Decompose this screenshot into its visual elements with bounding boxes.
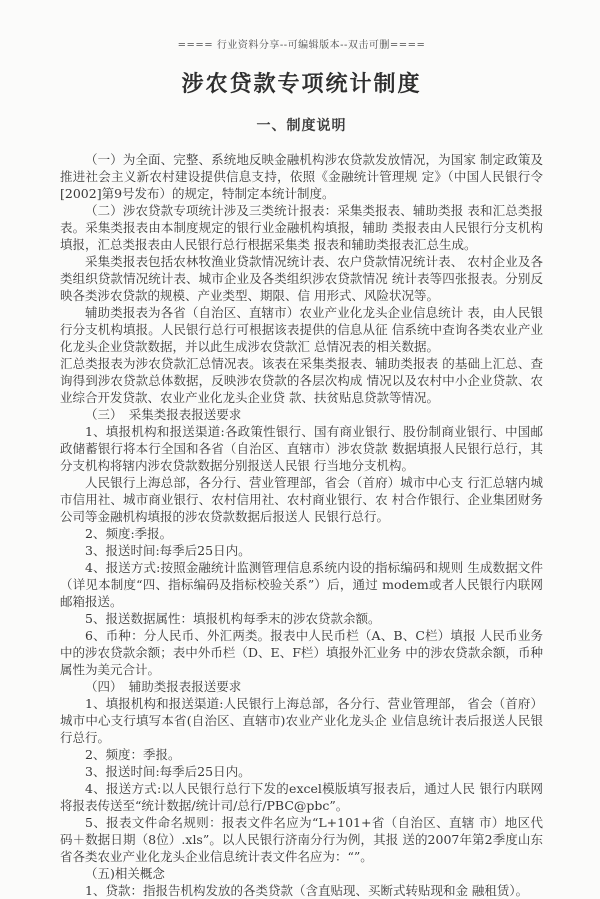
paragraph: 1、填报机构和报送渠道:人民银行上海总部，各分行、营业管理部， 省会（首府）城市中心支行填写本省(自治区、直辖市)农业产业化龙头企 业信息统计表后报送人民银行总行。	[60, 696, 543, 745]
paragraph: 辅助类报表为各省（自治区、直辖市）农业产业化龙头企业信息统计 表，由人民银行分支机构填报。人民银行总行可根据该表提供的信息从征 信系统中查询各类农业产业化龙头企业贷款数据，并以此生成涉农贷款汇 总情况表的相关数据。	[60, 305, 543, 354]
paragraph: （一）为全面、完整、系统地反映金融机构涉农贷款发放情况，为国家 制定政策及推进社会主义新农村建设提供信息支持，依照《金融统计管理规 定》（中国人民银行令[2002]第9号发布）的规定，特制定本统计制度。	[60, 152, 543, 201]
paragraph: （二）涉农贷款专项统计涉及三类统计报表：采集类报表、辅助类报 表和汇总类报表。采集类报表由本制度规定的银行业金融机构填报，辅助 类报表由人民银行分支机构填报，汇总类报表由人民银行总行根据采集类 报表和辅助类报表汇总生成。	[60, 203, 543, 252]
section-heading: 一、制度说明	[256, 118, 347, 134]
paragraph: 2、频度：季报。	[85, 747, 181, 762]
paragraph: 1、填报机构和报送渠道:各政策性银行、国有商业银行、股份制商业银行、中国邮政储蓄银行将本行全国和各省（自治区、直辖市）涉农贷款 数据填报人民银行总行，其分支机构将辖内涉农贷款数据分别报送人民银 行当地分支机构。	[60, 424, 543, 473]
paragraph: 4、报送方式:以人民银行总行下发的excel模版填写报表后，通过人民 银行内联网将报表传送至“统计数据/统计司/总行/PBC@pbc”。	[60, 781, 543, 813]
paragraph: 人民银行上海总部，各分行、营业管理部，省会（首府）城市中心支 行汇总辖内城市信用社、城市商业银行、农村信用社、农村商业银行、农 村合作银行、企业集团财务公司等金融机构填报的涉农贷款数据后报送人 民银行总行。	[60, 475, 543, 524]
paragraph: 4、报送方式:按照金融统计监测管理信息系统内设的指标编码和规则 生成数据文件（详见本制度“四、指标编码及指标校验关系”）后，通过 modem或者人民银行内联网邮箱报送。	[60, 560, 543, 609]
paragraph: 3、报送时间:每季后25日内。	[85, 543, 251, 558]
paragraph-heading-collect-requirements: （三） 采集类报表报送要求	[85, 407, 242, 422]
watermark-text: ==== 行业资料分享--可编辑版本--双击可删====	[177, 40, 426, 51]
paragraph: 6、币种：分人民币、外汇两类。报表中人民币栏（A、B、C栏）填报 人民币业务中的涉农贷款余额；表中外币栏（D、E、F栏）填报外汇业务 中的涉农贷款余额，币种属性为美元合计。	[60, 628, 543, 677]
paragraph: 2、频度:季报。	[85, 526, 173, 541]
paragraph: 1、贷款：指报告机构发放的各类贷款（含直贴现、买断式转贴现和金 融租赁）。	[85, 883, 529, 898]
paragraph: 采集类报表包括农林牧渔业贷款情况统计表、农户贷款情况统计表、 农村企业及各类组织贷款情况统计表、城市企业及各类组织涉农贷款情况 统计表等四张报表。分别反映各类涉农贷款的规模、产业类型、期限、信 用形式、风险状况等。	[60, 254, 543, 303]
paragraph-heading-related-concepts: （五)相关概念	[85, 866, 165, 881]
document-body	[60, 151, 543, 899]
paragraph: 3、报送时间:每季后25日内。	[85, 764, 251, 779]
paragraph: 5、报表文件命名规则：报表文件名应为“L+101+省（自治区、直辖 市）地区代码＋数据日期（8位）.xls”。以人民银行济南分行为例，其报 送的2007年第2季度山东省各类农业产业化龙头企业信息统计表文件名应为：“”。	[60, 815, 543, 864]
paragraph: 汇总类报表为涉农贷款汇总情况表。该表在采集类报表、辅助类报表 的基础上汇总、查询得到涉农贷款总体数据，反映涉农贷款的各层次构成 情况以及农村中小企业贷款、农业综合开发贷款、农业产业化龙头企业贷 款、扶贫贴息贷款等情况。	[60, 356, 543, 405]
paragraph-heading-assist-requirements: （四） 辅助类报表报送要求	[85, 679, 242, 694]
document-title: 涉农贷款专项统计制度	[181, 72, 422, 97]
paragraph: 5、报送数据属性：填报机构每季末的涉农贷款余额。	[85, 611, 381, 626]
